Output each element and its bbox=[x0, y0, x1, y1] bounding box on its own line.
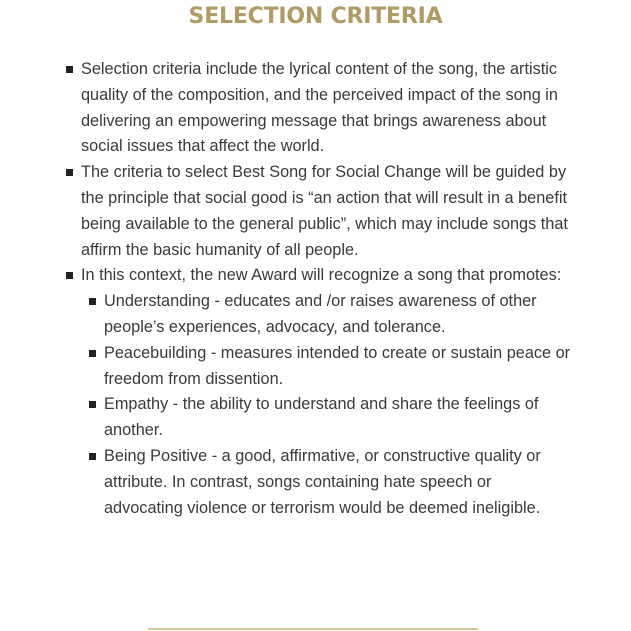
subitem-being-positive bbox=[0, 444, 574, 521]
square-bullet-icon bbox=[89, 350, 96, 357]
criteria-list bbox=[0, 57, 571, 521]
square-bullet-icon bbox=[66, 272, 73, 279]
subitem-peacebuilding bbox=[0, 341, 574, 393]
square-bullet-icon bbox=[89, 298, 96, 305]
subitem-text: Peacebuilding - measures intended to create or sustain peace or freedom from dissention. bbox=[104, 343, 571, 388]
criteria-item-lyrical bbox=[0, 57, 571, 160]
criteria-item-text: In this context, the new Award will recognize a song that promotes: bbox=[81, 266, 562, 285]
subitem-empathy bbox=[0, 392, 574, 444]
promotes-sublist bbox=[81, 289, 571, 521]
criteria-item-text: The criteria to select Best Song for Social Change will be guided by the principle that social good is “an action that will result in a benefit being available to the general public”, which may include songs that affirm the basic humanity of all people. bbox=[81, 163, 568, 259]
square-bullet-icon bbox=[66, 169, 73, 176]
subitem-understanding bbox=[0, 289, 574, 341]
criteria-item-principle bbox=[0, 160, 571, 263]
square-bullet-icon bbox=[89, 453, 96, 460]
subitem-text: Being Positive - a good, affirmative, or constructive quality or attribute. In contrast, songs containing hate speech or advocating violence or terrorism would be deemed ineligible. bbox=[104, 446, 541, 517]
subitem-text: Understanding - educates and /or raises awareness of other people’s experiences, advocacy, and tolerance. bbox=[104, 292, 537, 336]
criteria-item-promotes bbox=[0, 263, 571, 521]
square-bullet-icon bbox=[89, 401, 96, 408]
page-title: SELECTION CRITERIA bbox=[188, 4, 443, 29]
footer-divider bbox=[148, 628, 478, 630]
subitem-text: Empathy - the ability to understand and share the feelings of another. bbox=[104, 395, 539, 440]
criteria-item-text: Selection criteria include the lyrical content of the song, the artistic quality of the composition, and the perceived impact of the song in delivering an empowering message that brings awareness about social issues that affect the world. bbox=[81, 60, 558, 156]
square-bullet-icon bbox=[66, 66, 73, 73]
